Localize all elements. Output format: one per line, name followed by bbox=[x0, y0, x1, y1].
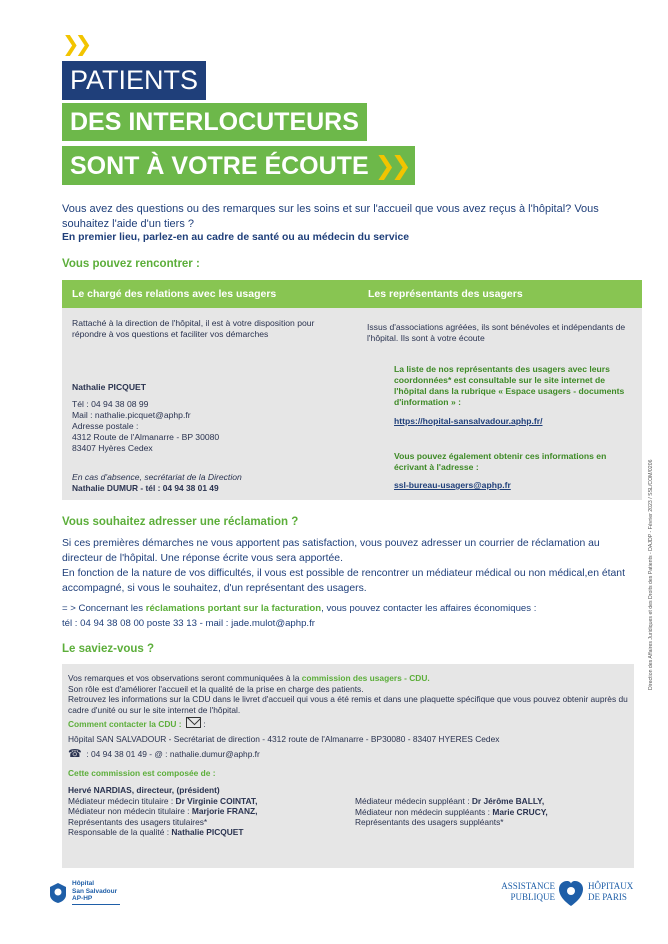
member-med-tit-role: Médiateur médecin titulaire : bbox=[68, 795, 176, 806]
claim-p2: En fonction de la nature de vos difficultés, il vous est possible de rencontrer un médiateur médical ou non médical,en étant accompagné, si vous le souhaitez, d'un représentant des usagers. bbox=[62, 568, 625, 594]
aphp-right2: DE PARIS bbox=[588, 892, 627, 902]
intro-advice: En premier lieu, parlez-en au cadre de santé ou au médecin du service bbox=[62, 232, 410, 243]
hospital-logo-l1: Hôpital bbox=[72, 880, 95, 887]
col1-addr2: 83407 Hyères Cedex bbox=[72, 443, 153, 453]
member-quality bbox=[68, 827, 358, 838]
know-contact-tel bbox=[68, 749, 630, 760]
claim-p1: Si ces premières démarches ne vous apportent pas satisfaction, vous pouvez adresser un courrier de réclamation au directeur de l'hôpital. Une réponse écrite vous sera apportée. bbox=[62, 538, 600, 564]
aphp-logo bbox=[497, 880, 647, 912]
title-patients: PATIENTS bbox=[62, 61, 206, 100]
know-l1-pre: Vos remarques et vos observations seront communiquées à la bbox=[68, 673, 302, 683]
members-left bbox=[68, 785, 358, 838]
mail-icon bbox=[186, 717, 201, 728]
col1-absence bbox=[72, 472, 352, 494]
know-comp-label: Cette commission est composée de : bbox=[68, 767, 216, 778]
col1-contact bbox=[72, 382, 342, 454]
member-director: Hervé NARDIAS, directeur, (président) bbox=[68, 785, 220, 795]
col1-desc: Rattaché à la direction de l'hôpital, il est à votre disposition pour répondre à vos questions et faciliter vos démarches bbox=[72, 318, 315, 339]
member-med-sup-role: Médiateur médecin suppléant : bbox=[355, 796, 472, 806]
col1-name: Nathalie PICQUET bbox=[72, 382, 147, 392]
title-ecoute-text: SONT À VOTRE ÉCOUTE bbox=[70, 152, 369, 180]
col2-header: Les représentants des usagers bbox=[358, 280, 642, 308]
claim-p3-post: , vous pouvez contacter les affaires économiques : bbox=[321, 603, 537, 614]
claim-heading: Vous souhaitez adresser une réclamation ? bbox=[62, 516, 299, 528]
member-nonmed-sup-role: Médiateur non médecin suppléants : bbox=[355, 806, 493, 817]
side-reference: Direction des Affaires Juridiques et des Droits des Patients - DAJDP - Février 2023 / SSL/COM/0206 bbox=[648, 459, 654, 690]
col2-list: La liste de nos représentants des usagers avec leurs coordonnées* est consultable sur le site internet de l'hôpital dans la rubrique « Espace usagers - documents d'information » : bbox=[394, 364, 625, 407]
member-nonmed-tit-role: Médiateur non médecin titulaire : bbox=[68, 806, 192, 816]
know-l1 bbox=[68, 673, 630, 684]
aphp-right1: HÔPITAUX bbox=[588, 881, 634, 891]
claim-p3 bbox=[62, 601, 640, 616]
title-interlocuteurs: DES INTERLOCUTEURS bbox=[62, 103, 367, 141]
claim-p3-pre: = > Concernant les bbox=[62, 603, 146, 614]
chevron-icon: ❯❯ bbox=[374, 151, 407, 180]
member-nonmed-sup bbox=[355, 807, 635, 818]
intro-question: Vous avez des questions ou des remarques sur les soins et sur l'accueil que vous avez reçus à l'hôpital? Vous souhaitez l'aide d'un tiers ? bbox=[62, 203, 599, 230]
member-nonmed-sup-name: Marie CRUCY, bbox=[492, 806, 548, 817]
hospital-logo-l2: San Salvadour bbox=[72, 887, 118, 895]
col2-url-link[interactable]: https://hopital-sansalvadour.aphp.fr/ bbox=[394, 416, 543, 426]
hospital-logo-l3: AP-HP bbox=[72, 895, 93, 902]
know-cdu: commission des usagers - CDU. bbox=[301, 673, 430, 683]
member-med-tit bbox=[68, 796, 358, 807]
col2-email-link[interactable]: ssl-bureau-usagers@aphp.fr bbox=[394, 480, 511, 490]
member-med-tit-name: Dr Virginie COINTAT, bbox=[175, 795, 258, 806]
member-quality-role: Responsable de la qualité : bbox=[68, 827, 172, 837]
meet-heading: Vous pouvez rencontrer : bbox=[62, 258, 200, 270]
know-contact-label: Comment contacter la CDU : bbox=[68, 719, 182, 729]
col1-header: Le chargé des relations avec les usagers bbox=[62, 280, 365, 308]
col2-desc: Issus d'associations agréées, ils sont bénévoles et indépendants de l'hôpital. Ils sont à votre écoute bbox=[367, 322, 626, 343]
member-rep-sup: Représentants des usagers suppléants* bbox=[355, 817, 504, 827]
col1-tel: Tél : 04 94 38 08 99 bbox=[72, 399, 149, 409]
claim-p4: tél : 04 94 38 08 00 poste 33 13 - mail : jade.mulot@aphp.fr bbox=[62, 618, 315, 629]
hospital-logo-icon bbox=[48, 882, 68, 904]
aphp-heart-icon bbox=[558, 880, 584, 908]
members-right bbox=[355, 796, 635, 828]
chevron-icon: ❯❯ bbox=[62, 32, 88, 56]
know-contact: Comment contacter la CDU : : bbox=[68, 717, 630, 730]
know-body bbox=[68, 673, 630, 778]
member-med-sup bbox=[355, 796, 635, 807]
member-quality-name: Nathalie PICQUET bbox=[171, 827, 244, 837]
member-nonmed-tit-name: Marjorie FRANZ, bbox=[191, 806, 258, 816]
phone-icon: ☎ bbox=[68, 747, 82, 760]
know-l3: Retrouvez les informations sur la CDU dans le livret d'accueil qui vous a été remis et dans une plaquette spécifique que vous pouvez obtenir auprès du cadre d'unité ou sur le site internet de l'hôpital. bbox=[68, 694, 628, 715]
member-med-sup-name: Dr Jérôme BALLY, bbox=[471, 796, 545, 806]
know-contact-addr: Hôpital SAN SALVADOUR - Secrétariat de direction - 4312 route de l'Almanarre - BP30080 - 83407 HYERES Cedex bbox=[68, 733, 500, 744]
title-ecoute bbox=[62, 146, 415, 185]
know-l2: Son rôle est d'améliorer l'accueil et la qualité de la prise en charge des patients. bbox=[68, 683, 364, 694]
col1-addr-label: Adresse postale : bbox=[72, 421, 139, 431]
member-nonmed-tit bbox=[68, 806, 358, 817]
aphp-left1: ASSISTANCE bbox=[501, 881, 555, 891]
know-tel-text: : 04 94 38 01 49 - @ : nathalie.dumur@aphp.fr bbox=[86, 749, 260, 759]
member-rep-tit: Représentants des usagers titulaires* bbox=[68, 816, 208, 827]
col2-write: Vous pouvez également obtenir ces informations en écrivant à l'adresse : bbox=[394, 451, 607, 472]
intro bbox=[62, 202, 602, 246]
claim-billing: réclamations portant sur la facturation bbox=[145, 603, 322, 614]
claim-body bbox=[62, 536, 640, 631]
know-heading: Le saviez-vous ? bbox=[62, 643, 155, 655]
col1-addr1: 4312 Route de l'Almanarre - BP 30080 bbox=[72, 432, 220, 442]
aphp-left2: PUBLIQUE bbox=[510, 892, 555, 902]
col1-absence-contact: Nathalie DUMUR - tél : 04 94 38 01 49 bbox=[72, 483, 219, 493]
col1-mail: Mail : nathalie.picquet@aphp.fr bbox=[72, 410, 191, 420]
col1-absence-note: En cas d'absence, secrétariat de la Direction bbox=[72, 472, 242, 482]
